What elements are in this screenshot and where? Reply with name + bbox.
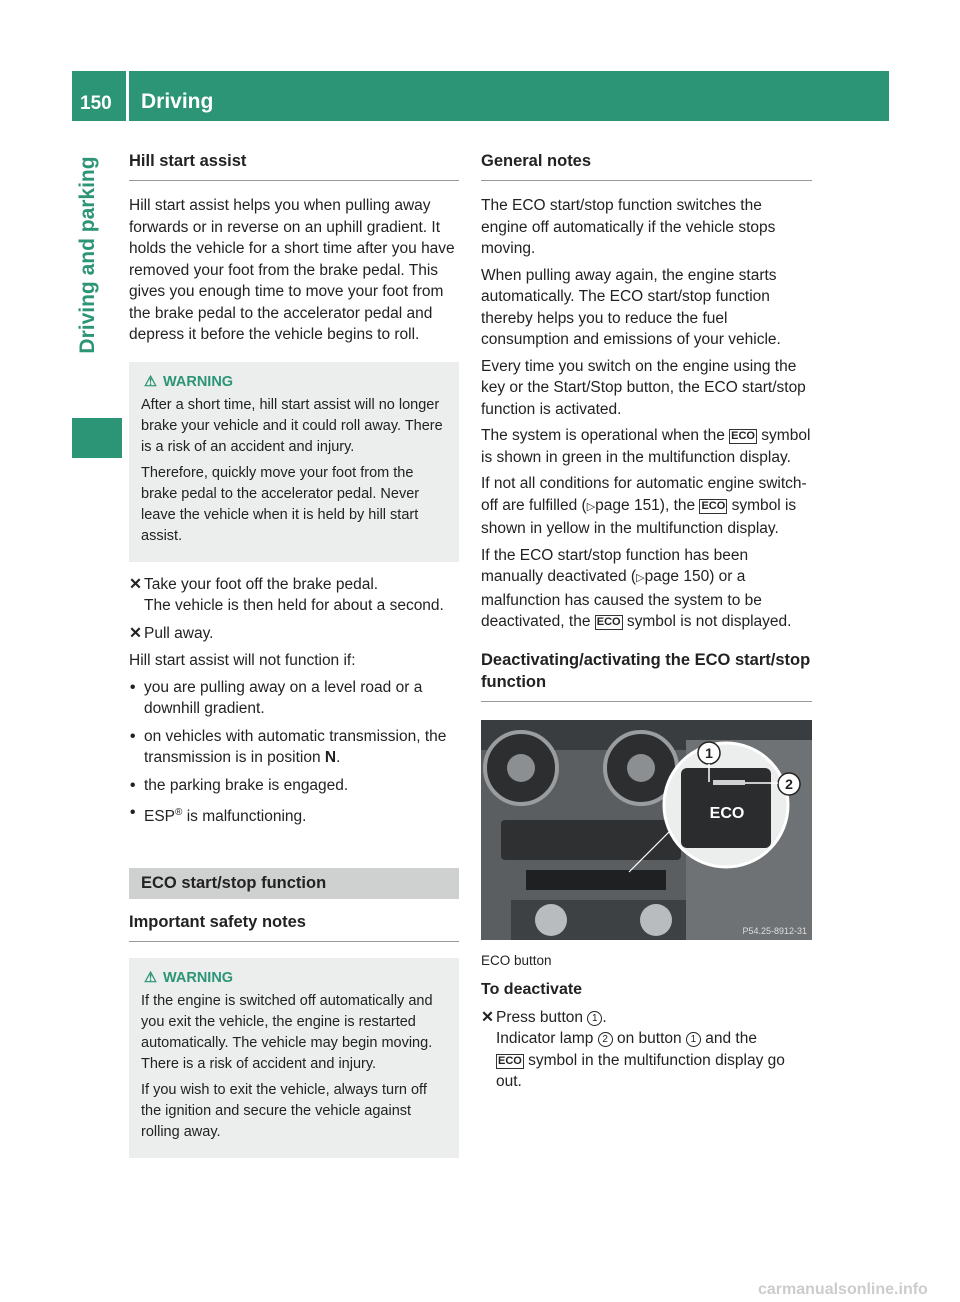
side-tab-block	[72, 418, 122, 458]
eco-symbol-icon: ECO	[731, 430, 755, 442]
instruction-step	[129, 574, 459, 617]
hill-start-intro: Hill start assist helps you when pulling away forwards or in reverse on an uphill gradient. It holds the vehicle for a short time after you have removed your foot from the brake pedal. This gives you enough time to move your foot from the brake pedal to the accelerator pedal and depress it before the vehicle begins to roll.	[129, 197, 455, 343]
list-item: • you are pulling away on a level road or a downhill gradient.	[130, 678, 423, 717]
paragraph: Every time you switch on the engine using the key or the Start/Stop button, the ECO start/stop function is activated.	[481, 357, 806, 418]
warning-text: After a short time, hill start assist will no longer brake your vehicle and it could roll away. There is a risk of an accident and injury.	[141, 396, 443, 455]
page-ref-arrow-icon: ▷	[586, 500, 596, 513]
hill-start-heading: Hill start assist	[129, 150, 459, 181]
warning-text: If the engine is switched off automatically and you exit the vehicle, the engine is restarted automatically. The vehicle may begin moving. There is a risk of accident and injury.	[141, 993, 433, 1073]
warning-title: WARNING	[163, 373, 234, 390]
callout-1: 1	[705, 744, 713, 761]
page-number: 150	[80, 93, 112, 114]
paragraph: The ECO start/stop function switches the engine off automatically if the vehicle stops moving.	[481, 197, 776, 257]
chapter-title: Driving	[141, 90, 214, 113]
photo-code: P54.25-8912-31	[742, 925, 807, 936]
step-result: The vehicle is then held for about a second.	[144, 597, 444, 614]
paragraph: If the ECO start/stop function has been manually deactivated (▷page 150) or a malfunction has caused the system to be deactivated, the ECO symbol is not displayed.	[481, 546, 792, 630]
list-item: • on vehicles with automatic transmission, the transmission is in position N.	[130, 727, 447, 766]
bullet-icon: •	[130, 776, 136, 794]
eco-symbol-icon: ECO	[596, 616, 621, 628]
instruction-step	[129, 623, 459, 645]
step-marker-icon: ✕	[481, 1008, 494, 1026]
warning-title: WARNING	[163, 970, 234, 987]
warning-text: Therefore, quickly move your foot from the brake pedal to the accelerator pedal. Never leave the vehicle when it is held by hill start assist.	[141, 464, 420, 544]
paragraph: The system is operational when the ECO symbol is shown in green in the multifunction display.	[481, 427, 811, 466]
list-item: • ESP® is malfunctioning.	[130, 804, 307, 826]
photo-eco-label: ECO	[709, 804, 745, 822]
warning-box-1	[129, 362, 459, 562]
bullet-icon: •	[130, 804, 136, 821]
step-text: Pull away.	[144, 624, 214, 642]
callout-2-icon: 2	[598, 1032, 613, 1047]
header-divider	[126, 71, 129, 121]
photo-caption: ECO button	[481, 952, 552, 968]
bullet-icon: •	[130, 727, 136, 745]
warning-box-2	[129, 958, 459, 1158]
dashboard-photo	[481, 720, 812, 940]
not-function-intro: Hill start assist will not function if:	[129, 652, 356, 669]
right-column	[481, 150, 812, 1099]
deactivating-heading: Deactivating/activating the ECO start/stop function	[481, 649, 812, 702]
left-column	[129, 150, 459, 1170]
callout-1-icon: 1	[686, 1032, 701, 1047]
warning-triangle-icon: ⚠	[144, 970, 157, 987]
general-notes-heading: General notes	[481, 150, 812, 181]
paragraph: If not all conditions for automatic engine switch-off are fulfilled (▷page 151), the ECO symbol is shown in yellow in the multifunction display.	[481, 475, 807, 537]
eco-symbol-icon: ECO	[498, 1054, 522, 1067]
instruction-step: ✕ Press button 1 . Indicator lamp 2 on button 1 and the ECO symbol in the multifunction display go out.	[481, 1008, 785, 1090]
step-text: Take your foot off the brake pedal.	[144, 575, 379, 593]
step-marker-icon: ✕	[129, 624, 142, 642]
callout-2: 2	[785, 775, 793, 792]
watermark-footer: carmanualsonline.info	[758, 1281, 928, 1298]
side-tab-label: Driving and parking	[76, 156, 99, 354]
step-marker-icon: ✕	[129, 575, 142, 593]
warning-text: If you wish to exit the vehicle, always turn off the ignition and secure the vehicle against rolling away.	[141, 1082, 427, 1141]
page-ref-arrow-icon: ▷	[636, 572, 645, 584]
paragraph: When pulling away again, the engine starts automatically. The ECO start/stop function thereby helps you to reduce the fuel consumption and emissions of your vehicle.	[481, 266, 781, 348]
bullet-icon: •	[130, 678, 136, 696]
eco-symbol-icon: ECO	[701, 499, 726, 512]
eco-section-band: ECO start/stop function	[129, 868, 459, 900]
safety-notes-heading: Important safety notes	[129, 911, 459, 942]
to-deactivate-heading: To deactivate	[481, 981, 583, 998]
callout-1-icon: 1	[587, 1011, 602, 1026]
list-item: • the parking brake is engaged.	[129, 775, 459, 797]
warning-triangle-icon: ⚠	[144, 373, 157, 390]
